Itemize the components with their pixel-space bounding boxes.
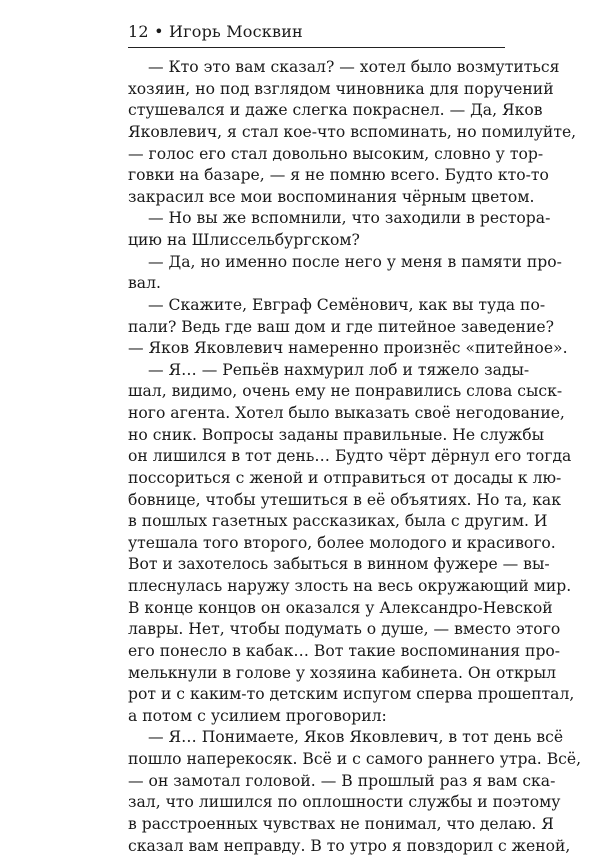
text-line: Вот и захотелось забыться в винном фужере — вы- [128,554,505,576]
text-line: он лишился в тот день… Будто чёрт дёрнул его тогда [128,446,505,468]
text-line: мелькнули в голове у хозяина кабинета. Он открыл [128,663,505,685]
text-line: а потом с усилием проговорил: [128,706,505,728]
text-line: Яковлевич, я стал кое-что вспоминать, но помилуйте, [128,122,505,144]
text-line: рот и с каким-то детским испугом сперва прошептал, [128,684,505,706]
paragraph [128,295,505,360]
text-line: поссориться с женой и отправиться от досады к лю- [128,468,505,490]
paragraph [128,252,505,295]
text-line: — Кто это вам сказал? — хотел было возмутиться [128,57,505,79]
text-line: хозяин, но под взглядом чиновника для поручений [128,79,505,101]
text-line: но сник. Вопросы заданы правильные. Не службы [128,425,505,447]
paragraph [128,208,505,251]
text-line: стушевался и даже слегка покраснел. — Да, Яков [128,100,505,122]
page-body-text [128,57,505,857]
text-line: — Да, но именно после него у меня в памяти про- [128,252,505,274]
paragraph [128,360,505,728]
header-rule [128,47,505,48]
text-line: говки на базаре, — я не помню всего. Будто кто-то [128,165,505,187]
text-line: цию на Шлиссельбургском? [128,230,505,252]
text-line: его понесло в кабак… Вот такие воспоминания про- [128,641,505,663]
running-header [128,22,303,41]
page-number: 12 [128,22,149,41]
text-line: вал. [128,273,505,295]
text-line: шал, видимо, очень ему не понравились слова сыск- [128,381,505,403]
text-line: плеснулась наружу злость на весь окружающий мир. [128,576,505,598]
text-line: утешала того второго, более молодого и красивого. [128,533,505,555]
text-line: В конце концов он оказался у Александро-Невской [128,598,505,620]
paragraph [128,57,505,208]
text-line: ного агента. Хотел было выказать своё негодование, [128,403,505,425]
text-line: — Но вы же вспомнили, что заходили в рестора- [128,208,505,230]
text-line: — Я… — Репьёв нахмурил лоб и тяжело зады- [128,360,505,382]
text-line: пошло наперекосяк. Всё и с самого раннего утра. Всё, [128,749,505,771]
header-separator: • [154,22,164,41]
text-line: бовнице, чтобы утешиться в её объятиях. Но та, как [128,490,505,512]
text-line: пали? Ведь где ваш дом и где питейное заведение? [128,317,505,339]
text-line: в пошлых газетных рассказиках, была с другим. И [128,511,505,533]
text-line: — Скажите, Евграф Семёнович, как вы туда по- [128,295,505,317]
paragraph [128,727,505,857]
text-line: закрасил все мои воспоминания чёрным цветом. [128,187,505,209]
text-line: сказал вам неправду. В то утро я повздорил с женой, [128,836,505,857]
text-line: — Я… Понимаете, Яков Яковлевич, в тот день всё [128,727,505,749]
text-line: лавры. Нет, чтобы подумать о душе, — вместо этого [128,619,505,641]
text-line: в расстроенных чувствах не понимал, что делаю. Я [128,814,505,836]
text-line: — голос его стал довольно высоким, словно у тор- [128,144,505,166]
author-name: Игорь Москвин [169,22,303,41]
text-line: — он замотал головой. — В прошлый раз я вам ска- [128,771,505,793]
text-line: зал, что лишился по оплошности службы и поэтому [128,792,505,814]
text-line: — Яков Яковлевич намеренно произнёс «питейное». [128,338,505,360]
